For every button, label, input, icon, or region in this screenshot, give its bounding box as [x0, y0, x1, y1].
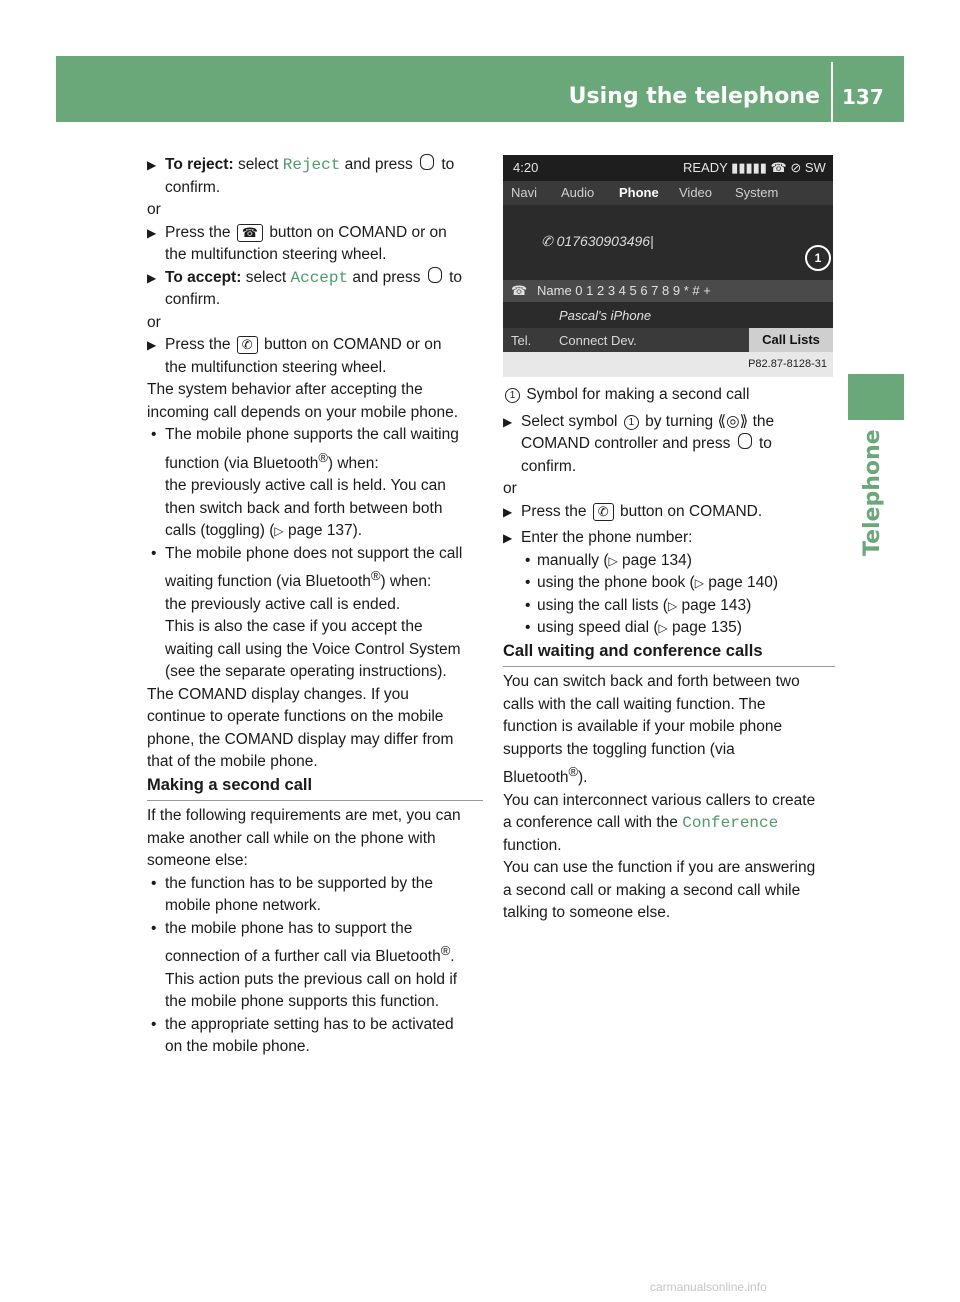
- side-label: Telephone: [860, 429, 885, 556]
- header-separator: [831, 62, 833, 122]
- page-number: 137: [842, 85, 884, 109]
- section-heading: Call waiting and conference calls: [503, 640, 835, 668]
- arrow-icon: ▶: [503, 531, 513, 545]
- knob-press-icon: [420, 154, 434, 170]
- arrow-icon: ▶: [503, 414, 513, 429]
- end-call-button-icon: ☎: [237, 224, 263, 242]
- arrow-icon: ▶: [147, 225, 157, 240]
- left-column: ▶ To reject: select Reject and press to confirm. or ▶ Press the ☎ button on COMAND or on the multifunction steering wheel. ▶ To accept: select Accept and press to confirm. or ▶ Press the ✆ button on COMAND or on the multifunction steering wheel. The system behavior after accepting the incoming call depends on your mobile phone. • The mobile phone supports the call waiting function (via Bluetooth®) when: the previously active call is held. You can then switch back and forth between both calls (toggling) (▷ page 137). • The mobile phone does not support the call waiting function (via Bluetooth®) when: the previously active call is ended. This is also the case if you accept the waiting call using the Voice Control System (see the separate operating instructions). The COMAND display changes. If you continue to operate functions on the mobile phone, the COMAND display may differ from that of the mobile phone. Making a second call If the following requirements are met, you can make another call while on the phone with someone else: • the function has to be supported by the mobile phone network. • the mobile phone has to support the connection of a further call via Bluetooth®. This action puts the previous call on hold if the mobile phone supports this function. • the appropriate setting has to be activated on the mobile phone.: [147, 154, 483, 1059]
- side-tab: [848, 374, 904, 420]
- knob-press-icon: [428, 267, 442, 283]
- right-column: 1 Symbol for making a second call ▶ Select symbol 1 by turning ⟪◎⟫ the COMAND controller and press to confirm. or ▶ Press the ✆ button on COMAND. ▶ Enter the phone number: • manually (▷ page 134) • using the phone book (▷ page 140) • using the call lists (▷ page 143) • using speed dial (▷ page 135) Call waiting and conference calls You can switch back and forth between two calls with the call waiting function. The function is available if your mobile phone supports the toggling function (via Bluetooth®). You can interconnect various callers to create a conference call with the Conference function. You can use the function if you are answering a second call or making a second call while talking to someone else.: [503, 384, 835, 925]
- step-reject: ▶ To reject: select Reject and press to: [147, 154, 483, 177]
- callout-1-icon: 1: [624, 415, 639, 430]
- arrow-icon: ▶: [147, 338, 157, 352]
- callout-marker: 1: [805, 245, 831, 271]
- arrow-icon: ▶: [503, 504, 513, 519]
- section-heading: Making a second call: [147, 774, 483, 802]
- comand-screenshot: 4:20 READY ▮▮▮▮▮ ☎ ⊘ SW Navi Audio Phone Video System ✆ 017630903496| 1 ☎ Name 0 1 2 3 4 5 6 7 8 9 * # + Pascal's iPhone Tel. Connect Dev. Call Lists P82.87-8128-31: [503, 155, 833, 377]
- knob-press-icon: [738, 433, 752, 449]
- call-button-icon: ✆: [593, 503, 614, 521]
- watermark: carmanualsonline.info: [650, 1280, 767, 1294]
- arrow-icon: ▶: [147, 158, 157, 172]
- arrow-icon: ▶: [147, 270, 157, 285]
- screen-menu: Navi Audio Phone Video System: [503, 181, 833, 205]
- call-button-icon: ✆: [237, 336, 258, 354]
- page-title: Using the telephone: [568, 84, 820, 109]
- callout-1-icon: 1: [505, 388, 520, 403]
- turn-icon: ⟪◎⟫: [717, 412, 749, 430]
